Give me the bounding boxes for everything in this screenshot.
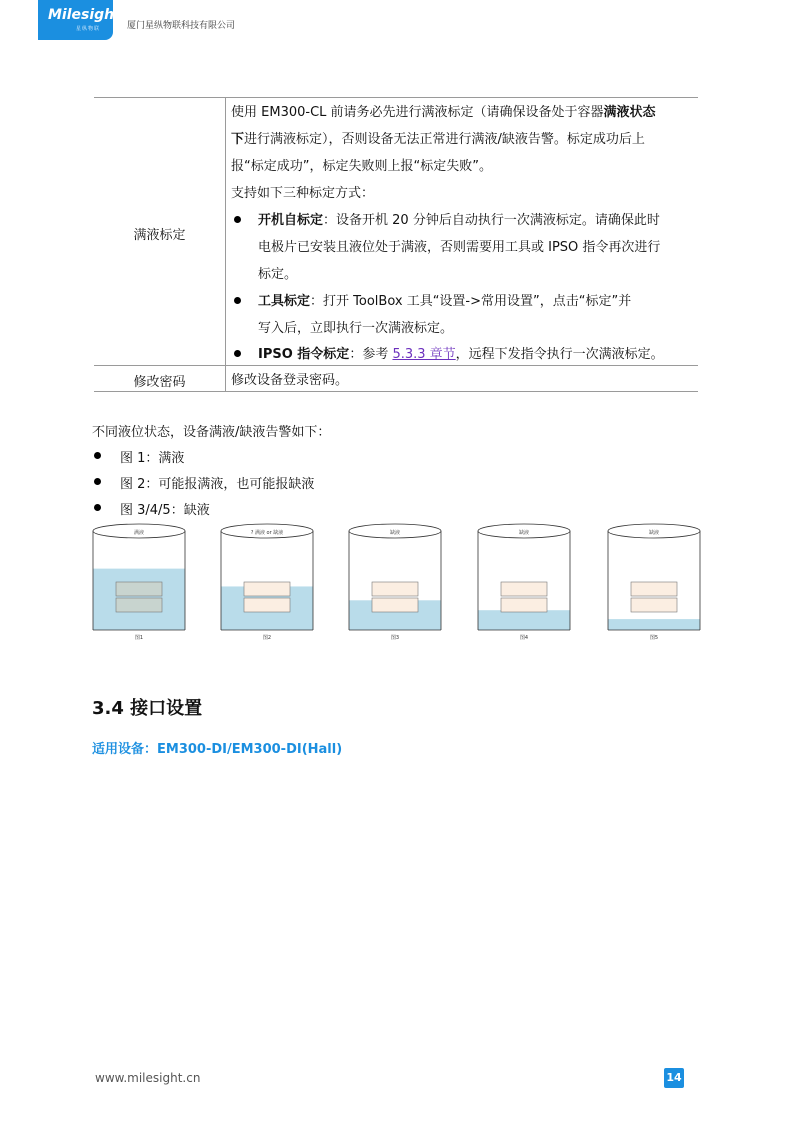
- liquid-level-intro: 不同液位状态，设备满液/缺液告警如下：: [92, 425, 331, 440]
- bullet-power-on-title: 开机自标定: [258, 213, 324, 228]
- bullet-dot: [94, 504, 101, 511]
- electrode-plate-upper: [244, 582, 290, 596]
- electrode-plate-lower: [631, 598, 677, 612]
- page-number: 14: [664, 1068, 684, 1088]
- bullet-dot: [234, 216, 241, 223]
- company-logo: [38, 0, 121, 40]
- table-border-bottom: [94, 391, 698, 392]
- bullet-dot: [94, 478, 101, 485]
- applicable-devices: 适用设备：EM300-DI/EM300-DI(Hall): [92, 742, 343, 757]
- company-name: 厦门星纵物联科技有限公司: [127, 21, 236, 31]
- level-bullet-3: 图 3/4/5：缺液: [120, 503, 210, 518]
- intro-line-1-bold: 满液状态: [603, 105, 656, 120]
- row-label-full-calibration: 满液标定: [133, 228, 186, 243]
- level-bullet-2: 图 2：可能报满液，也可能报缺液: [120, 477, 315, 492]
- logo-brand-text: Milesight: [48, 7, 121, 23]
- table-border-top: [94, 97, 698, 98]
- container-state-label: 缺液: [518, 530, 530, 536]
- container-state-label: 缺液: [648, 530, 660, 536]
- bullet-tool-title: 工具标定: [258, 294, 311, 309]
- electrode-plate-lower: [244, 598, 290, 612]
- electrode-plate-lower: [372, 598, 418, 612]
- container-caption: 图2: [262, 635, 272, 641]
- container-caption: 图5: [649, 635, 659, 641]
- intro-line-1: 使用 EM300-CL 前请务必先进行满液标定（请确保设备处于容器: [231, 105, 604, 120]
- container-caption: 图1: [134, 635, 144, 641]
- change-password-description: 修改设备登录密码。: [231, 373, 349, 388]
- container-state-label: ? 满液 or 缺液: [250, 530, 284, 536]
- bullet-ipso-title: IPSO 指令标定: [258, 347, 350, 362]
- bullet-dot: [234, 297, 241, 304]
- intro-line-3: 报“标定成功”，标定失败则上报“标定失败”。: [231, 159, 492, 174]
- bullet-ipso-text-a: ：参考: [349, 347, 393, 362]
- intro-line-4: 支持如下三种标定方式：: [231, 186, 375, 201]
- section-title: 3.4 接口设置: [92, 698, 203, 719]
- electrode-plate-upper: [372, 582, 418, 596]
- bullet-power-on-text-2: 电极片已安装且液位处于满液，否则需要用工具或 IPSO 指令再次进行: [258, 240, 661, 255]
- container-caption: 图4: [519, 635, 529, 641]
- electrode-plate-lower: [501, 598, 547, 612]
- section-5-3-3-link[interactable]: 5.3.3 章节: [392, 347, 456, 362]
- bullet-power-on-text-3: 标定。: [258, 267, 298, 282]
- row-label-change-password: 修改密码: [133, 375, 186, 390]
- logo-sub-text: 星纵物联: [76, 26, 101, 32]
- intro-line-2: 进行满液标定），否则设备无法正常进行满液/缺液告警。标定成功后上: [244, 132, 645, 147]
- liquid-fill: [608, 619, 700, 630]
- bullet-dot: [234, 350, 241, 357]
- bullet-ipso-text-b: ，远程下发指令执行一次满液标定。: [455, 347, 664, 362]
- container-state-label: 缺液: [389, 530, 401, 536]
- electrode-plate-lower: [116, 598, 162, 612]
- electrode-plate-upper: [116, 582, 162, 596]
- level-bullet-1: 图 1：满液: [120, 451, 185, 466]
- electrode-plate-upper: [501, 582, 547, 596]
- container-caption: 图3: [390, 635, 400, 641]
- liquid-fill: [478, 610, 570, 630]
- liquid-level-figure: [90, 522, 702, 646]
- container-state-label: 满液: [133, 530, 145, 536]
- table-column-divider: [225, 97, 226, 392]
- bullet-power-on-text-1: ：设备开机 20 分钟后自动执行一次满液标定。请确保此时: [323, 213, 660, 228]
- intro-line-2-bold: 下: [231, 132, 245, 147]
- settings-table: [94, 97, 698, 392]
- footer-url: www.milesight.cn: [95, 1071, 201, 1085]
- electrode-plate-upper: [631, 582, 677, 596]
- bullet-tool-text-1: ：打开 ToolBox 工具“设置->常用设置”，点击“标定”并: [310, 294, 632, 309]
- bullet-dot: [94, 452, 101, 459]
- bullet-tool-text-2: 写入后，立即执行一次满液标定。: [258, 321, 454, 336]
